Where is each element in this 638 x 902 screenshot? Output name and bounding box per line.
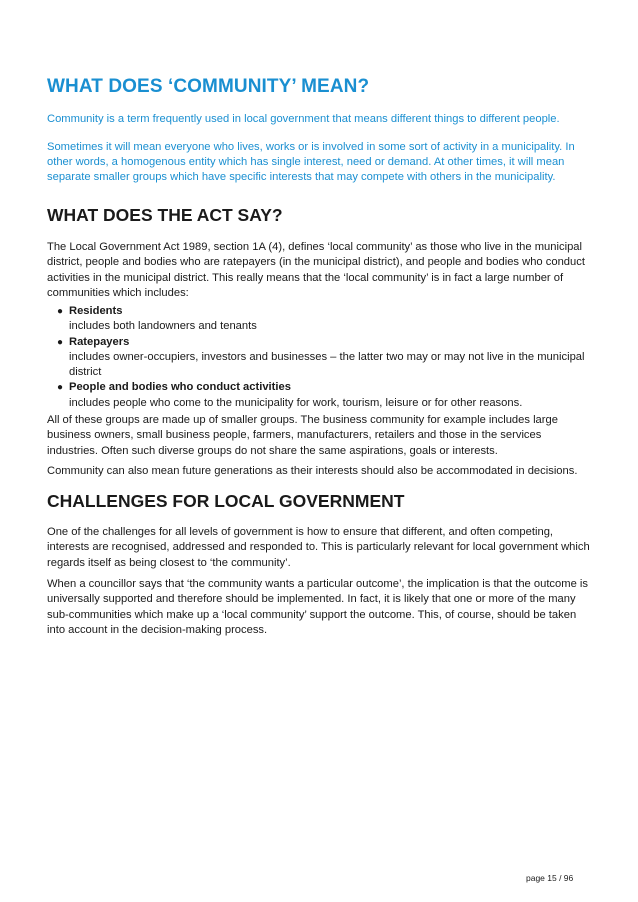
community-paragraph-1: Community is a term frequently used in local government that means different things to different people.: [47, 113, 560, 125]
list-item-title: Ratepayers: [69, 335, 130, 348]
community-heading: WHAT DOES ‘COMMUNITY’ MEAN?: [47, 76, 370, 97]
list-item-ratepayers: [47, 335, 587, 381]
bullet-icon: ●: [57, 306, 64, 317]
list-item-residents: [47, 304, 587, 335]
challenges-paragraph-1: One of the challenges for all levels of government is how to ensure that different, and often competing, interests are recognised, addressed and responded to. This is particularly relevant for local government which regards itself as being closest to ‘the community’.: [47, 526, 590, 569]
bullet-icon: ●: [57, 336, 64, 348]
list-item-description: includes both landowners and tenants: [69, 320, 257, 333]
list-item-title: Residents: [69, 305, 123, 317]
community-groups-list: [47, 304, 587, 411]
community-paragraph-2: Sometimes it will mean everyone who lives, works or is involved in some sort of activity in a municipality. In other words, a homogenous entity which has single interest, need or demand. At other times, it will mean separate smaller groups which have specific interests that may compete with others in the municipality.: [47, 141, 575, 183]
act-heading: WHAT DOES THE ACT SAY?: [47, 205, 283, 225]
list-item-title: People and bodies who conduct activities: [69, 381, 291, 394]
act-intro-paragraph: The Local Government Act 1989, section 1A (4), defines ‘local community’ as those who live in the municipal district, people and bodies who are ratepayers (in the municipal district), and people and bodies who conduct activities in the municipal district. This really means that the ‘local community’ is in fact a large number of communities which includes:: [47, 241, 585, 299]
future-generations-paragraph: Community can also mean future generations as their interests should also be accommodated in decisions.: [47, 465, 578, 477]
list-item-description: includes people who come to the municipality for work, tourism, leisure or for other reasons.: [69, 396, 523, 409]
groups-paragraph: All of these groups are made up of smaller groups. The business community for example includes large business owners, small business people, farmers, manufacturers, retailers and those in the services industries. Often such diverse groups do not share the same aspirations, goals or interests.: [47, 414, 558, 457]
challenges-paragraph-2: When a councillor says that ‘the community wants a particular outcome’, the implication is that the outcome is universally supported and therefore should be implemented. In fact, it is likely that one or more of the many sub-communities which make up a ‘local community’ support the outcome. This, of course, should be taken into account in the decision-making process.: [47, 578, 588, 636]
page-number: page 15 / 96: [526, 873, 574, 883]
bullet-icon: ●: [57, 382, 64, 394]
list-item-activities: [47, 380, 587, 411]
challenges-heading: CHALLENGES FOR LOCAL GOVERNMENT: [47, 491, 405, 511]
list-item-description: includes owner-occupiers, investors and businesses – the latter two may or may not live in the municipal district: [69, 350, 585, 379]
